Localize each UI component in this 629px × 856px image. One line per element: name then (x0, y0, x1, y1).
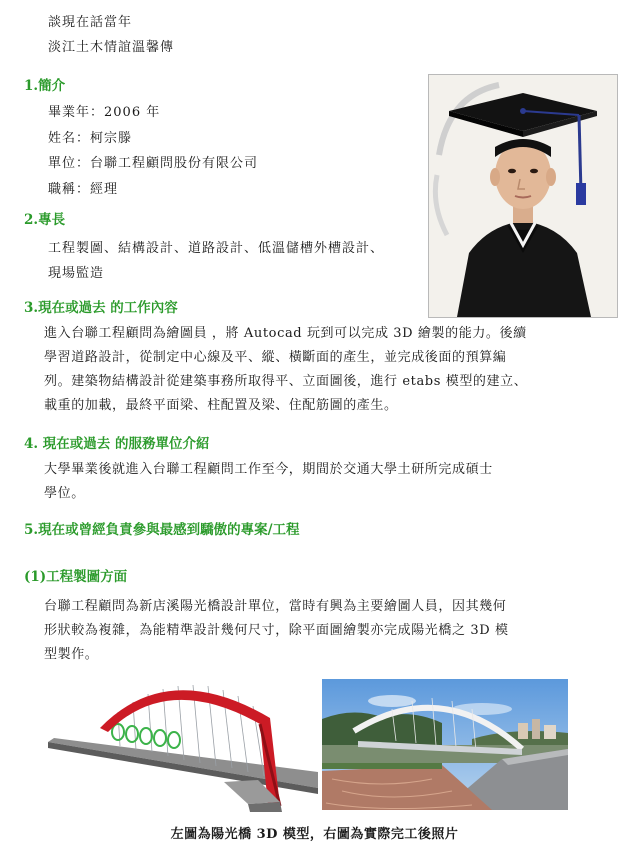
projects-line-3: 型製作。 (44, 647, 99, 662)
job-title: 職稱：經理 (48, 182, 119, 197)
service-line-2: 學位。 (44, 486, 85, 501)
work-line-3: 列。建築物結構設計從建築事務所取得平、立面圖後，進行 etabs 模型的建立、 (44, 374, 528, 389)
projects-line-2: 形狀較為複雜，為能精準設計幾何尺寸，除平面圖繪製亦完成陽光橋之 3D 模 (44, 623, 509, 638)
service-line-1: 大學畢業後就進入台聯工程顧問工作至今，期間於交通大學土研所完成碩士 (44, 462, 493, 477)
projects-paragraph (44, 595, 509, 667)
person-name: 姓名：柯宗滕 (48, 131, 133, 146)
work-paragraph (44, 322, 527, 418)
header-line-2: 淡江土木情誼溫馨傳 (48, 40, 175, 55)
projects-line-1: 台聯工程顧問為新店溪陽光橋設計單位，當時有興為主要繪圖人員，因其幾何 (44, 599, 507, 614)
intro-heading: 1.簡介 (24, 78, 66, 94)
portrait-photo (428, 74, 618, 318)
figure-caption: 左圖為陽光橋 3D 模型，右圖為實際完工後照片 (170, 827, 459, 842)
company: 單位：台聯工程顧問股份有限公司 (48, 156, 259, 171)
header-line-1: 談現在話當年 (48, 15, 133, 30)
skills-heading: 2.專長 (24, 212, 66, 228)
work-line-2: 學習道路設計，從制定中心線及平、縱、橫斷面的產生，並完成後面的預算編 (44, 350, 507, 365)
work-line-4: 載重的加載，最終平面梁、柱配置及梁、住配筋圖的產生。 (44, 398, 398, 413)
bridge-3d-model-image (48, 680, 318, 812)
bridge-photo-illustration (322, 679, 568, 810)
portrait-illustration (429, 75, 617, 317)
bridge-completed-photo (322, 679, 568, 810)
graduation-year: 畢業年：2006 年 (48, 105, 161, 120)
projects-heading: 5.現在或曾經負責參與最感到驕傲的專案/工程 (24, 522, 300, 538)
service-paragraph (44, 458, 493, 506)
bridge-model-illustration (48, 680, 318, 812)
service-heading: 4. 現在或過去 的服務單位介紹 (24, 436, 210, 452)
work-line-1: 進入台聯工程顧問為繪圖員 ，將 Autocad 玩到可以完成 3D 繪製的能力。後續 (44, 326, 527, 341)
skills-line-2: 現場監造 (48, 266, 105, 281)
work-heading: 3.現在或過去 的工作內容 (24, 300, 178, 316)
drafting-subheading: (1)工程製圖方面 (24, 569, 128, 585)
skills-line-1: 工程製圖、結構設計、道路設計、低溫儲槽外槽設計、 (48, 241, 385, 256)
